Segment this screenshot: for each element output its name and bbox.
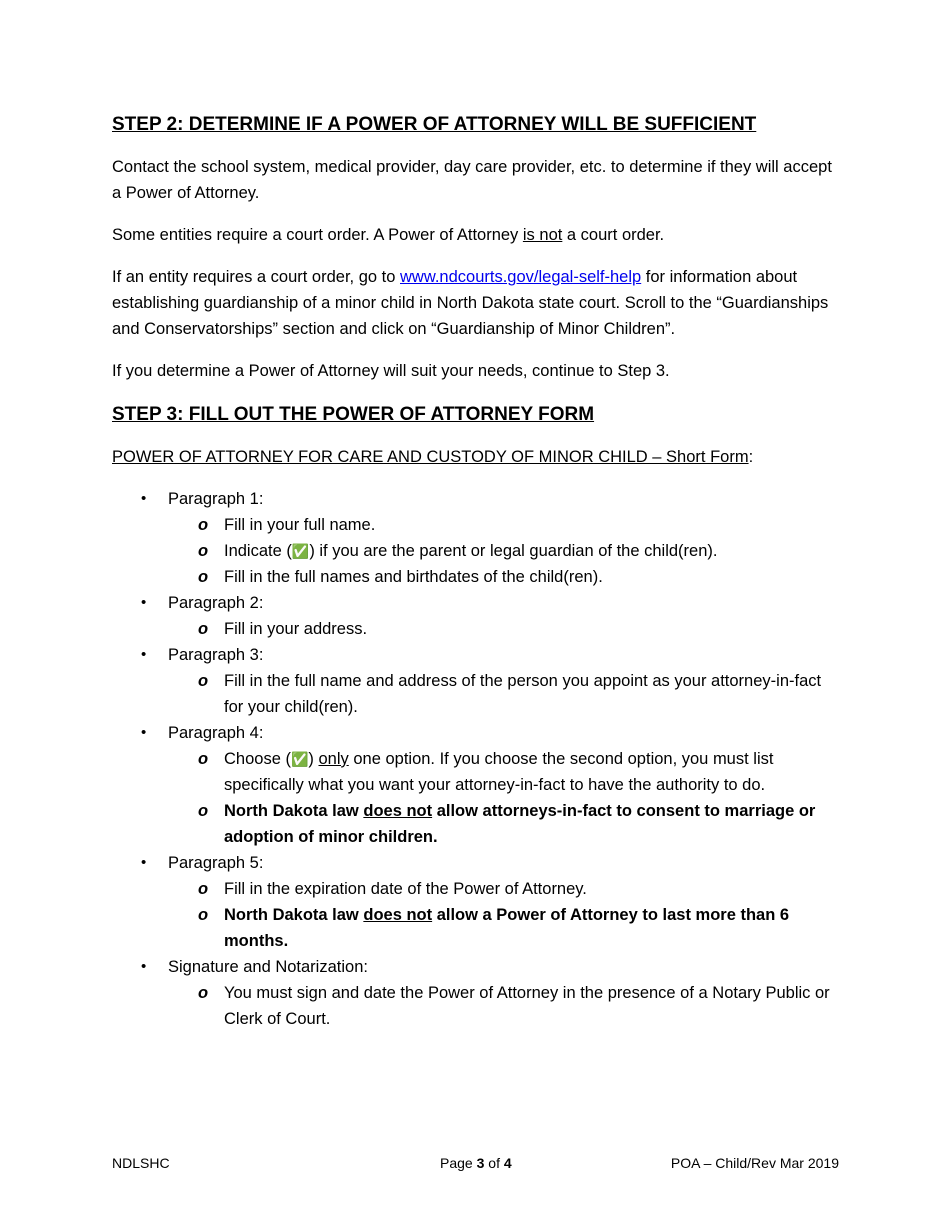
o-bullet-icon: o: [198, 620, 209, 638]
o-bullet-icon: o: [198, 906, 209, 924]
sub-item: o Fill in your address.: [168, 616, 842, 642]
sub-item: o You must sign and date the Power of Attorney in the presence of a Notary Public or Clerk of Court.: [168, 980, 842, 1032]
instruction-list: [112, 486, 842, 1032]
bullet-icon: •: [141, 724, 147, 741]
sub-item: o Choose (✅) only one option. If you choose the second option, you must list specifically what you want your attorney-in-fact to have the authority to do.: [168, 746, 842, 798]
step2-paragraph-3: If an entity requires a court order, go to www.ndcourts.gov/legal-self-help for information about establishing guardianship of a minor child in North Dakota state court. Scroll to the “Guardianships and Conservatorships” section and click on “Guardianship of Minor Children”.: [112, 268, 829, 338]
list-item-paragraph-3: • Paragraph 3: o Fill in the full name and address of the person you appoint as your attorney-in-fact for your child(ren).: [112, 642, 842, 720]
o-bullet-icon: o: [198, 542, 209, 560]
legal-self-help-link[interactable]: www.ndcourts.gov/legal-self-help: [400, 268, 642, 286]
o-bullet-icon: o: [198, 750, 209, 768]
bullet-icon: •: [141, 594, 147, 611]
step2-paragraph-2: Some entities require a court order. A Power of Attorney is not a court order.: [112, 226, 665, 244]
is-not-underlined: is not: [522, 226, 563, 244]
o-bullet-icon: o: [198, 802, 209, 820]
sub-item: o North Dakota law does not allow a Power of Attorney to last more than 6 months.: [168, 902, 842, 954]
step3-heading: STEP 3: FILL OUT THE POWER OF ATTORNEY FORM: [112, 404, 595, 425]
footer-page-number: Page 3 of 4: [440, 1155, 512, 1171]
o-bullet-icon: o: [198, 984, 209, 1002]
checkmark-icon: ✅: [291, 543, 310, 559]
bullet-icon: •: [141, 958, 147, 975]
document-page: [112, 110, 842, 1032]
step2-heading: STEP 2: DETERMINE IF A POWER OF ATTORNEY WILL BE SUFFICIENT: [112, 114, 757, 135]
sub-item: o Fill in the full name and address of the person you appoint as your attorney-in-fact for your child(ren).: [168, 668, 842, 720]
step2-paragraph-4: If you determine a Power of Attorney will suit your needs, continue to Step 3.: [112, 362, 670, 380]
bullet-icon: •: [141, 490, 147, 507]
o-bullet-icon: o: [198, 568, 209, 586]
form-title: POWER OF ATTORNEY FOR CARE AND CUSTODY OF MINOR CHILD – Short Form:: [112, 448, 754, 466]
sub-item: o Fill in the expiration date of the Power of Attorney.: [168, 876, 842, 902]
sub-item: o Indicate (✅) if you are the parent or legal guardian of the child(ren).: [168, 538, 842, 564]
bullet-icon: •: [141, 646, 147, 663]
step2-paragraph-1: Contact the school system, medical provider, day care provider, etc. to determine if they will accept a Power of Attorney.: [112, 158, 832, 202]
o-bullet-icon: o: [198, 516, 209, 534]
footer-revision: POA – Child/Rev Mar 2019: [670, 1155, 839, 1171]
footer-org: NDLSHC: [112, 1155, 170, 1171]
list-item-signature: • Signature and Notarization: o You must sign and date the Power of Attorney in the presence of a Notary Public or Clerk of Court.: [112, 954, 842, 1032]
sub-item: o North Dakota law does not allow attorneys-in-fact to consent to marriage or adoption of minor children.: [168, 798, 842, 850]
o-bullet-icon: o: [198, 672, 209, 690]
list-item-paragraph-4: • Paragraph 4: o Choose (✅) only one option. If you choose the second option, you must list specifically what you want your attorney-in-fact to have the authority to do. o North Dakota law does not allow attorneys-in-fact to consent to marriage or adoption of minor children.: [112, 720, 842, 850]
sub-item: o Fill in your full name.: [168, 512, 842, 538]
o-bullet-icon: o: [198, 880, 209, 898]
checkmark-icon: ✅: [290, 751, 309, 767]
page-footer: [112, 1155, 839, 1175]
list-item-paragraph-2: • Paragraph 2: o Fill in your address.: [112, 590, 842, 642]
sub-item: o Fill in the full names and birthdates of the child(ren).: [168, 564, 842, 590]
list-item-paragraph-5: • Paragraph 5: o Fill in the expiration date of the Power of Attorney. o North Dakota law does not allow a Power of Attorney to last more than 6 months.: [112, 850, 842, 954]
bullet-icon: •: [141, 854, 147, 871]
list-item-paragraph-1: • Paragraph 1: o Fill in your full name. o Indicate (✅) if you are the parent or legal guardian of the child(ren). o Fill in the full names and birthdates of the child(ren).: [112, 486, 842, 590]
